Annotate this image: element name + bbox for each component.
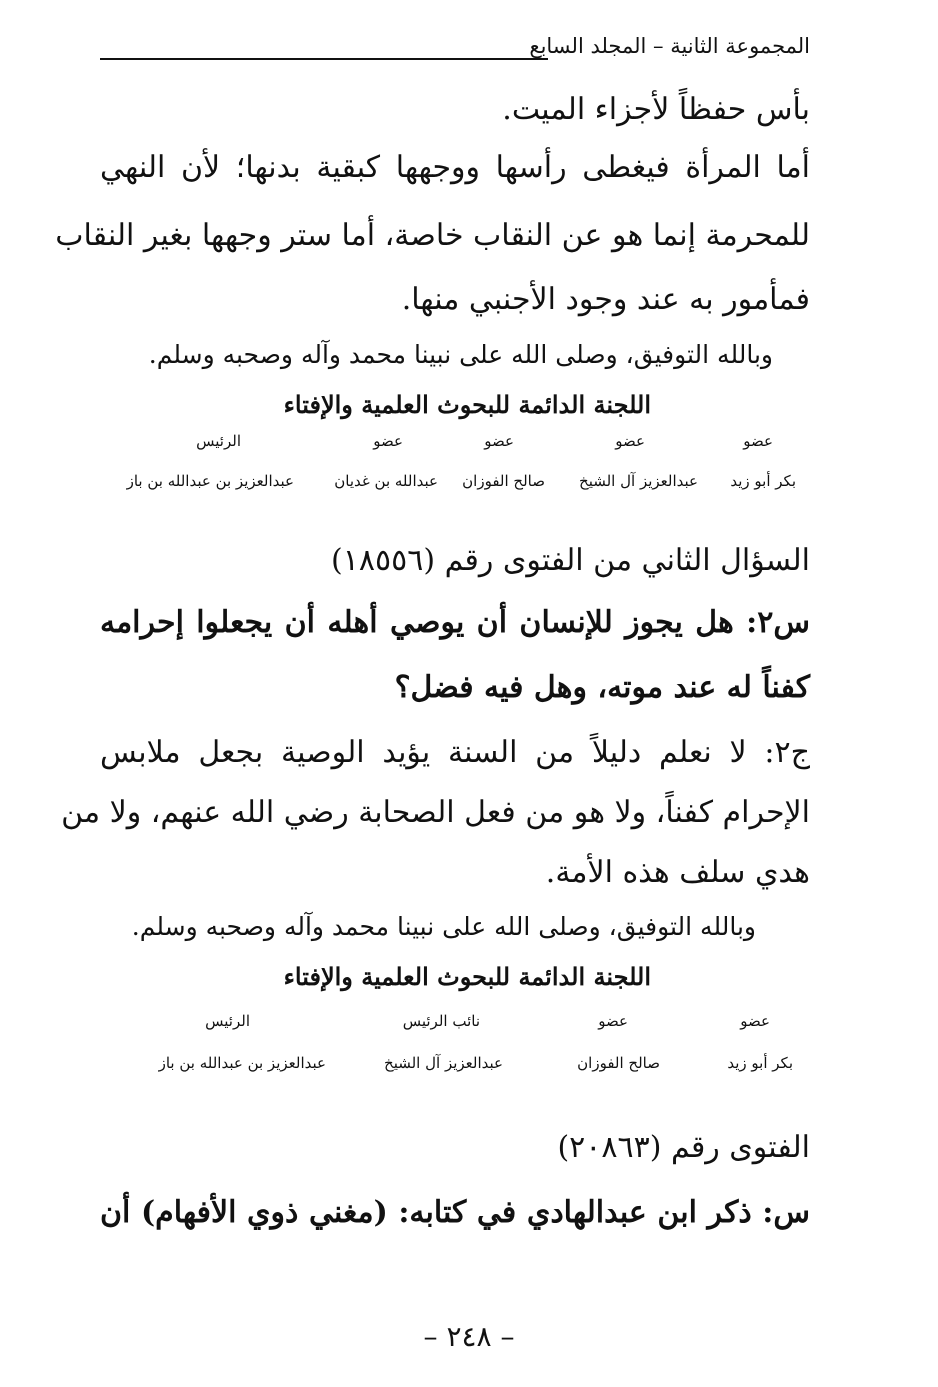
header-rule [100,58,548,60]
answer-line: هدي سلف هذه الأمة. [545,855,810,890]
signatory-name: عبدالله بن غديان [334,472,438,490]
question-line: س: ذكر ابن عبدالهادي في كتابه: (مغني ذوي الأفهام) أن [100,1195,810,1230]
signatory-role: عضو [743,432,773,450]
signatory-role: عضو [484,432,514,450]
paragraph-line: أما المرأة فيغطى رأسها ووجهها كبقية بدنها؛ لأن النهي [100,150,810,185]
paragraph-line: للمحرمة إنما هو عن النقاب خاصة، أما ستر وجهها بغير النقاب [55,218,810,253]
signatory-name: عبدالعزيز بن عبدالله بن باز [126,472,294,490]
fatwa-heading: الفتوى رقم (٢٠٨٦٣) [557,1130,810,1165]
answer-line: الإحرام كفناً، ولا هو من فعل الصحابة رضي الله عنهم، ولا من [61,795,810,830]
question-line: س٢: هل يجوز للإنسان أن يوصي أهله أن يجعلوا إحرامه [100,605,810,640]
running-header: المجموعة الثانية – المجلد السابع [529,34,810,58]
page-number: – ٢٤٨ – [423,1320,515,1353]
question-line: كفناً له عند موته، وهل فيه فضل؟ [394,670,810,705]
signatory-role: الرئيس [196,432,241,450]
signatory-name: عبدالعزيز آل الشيخ [579,472,698,490]
closing-formula: وبالله التوفيق، وصلى الله على نبينا محمد وآله وصحبه وسلم. [148,340,773,369]
paragraph-line: بأس حفظاً لأجزاء الميت. [502,92,810,127]
paragraph-line: فمأمور به عند وجود الأجنبي منها. [401,282,810,317]
answer-line: ج٢: لا نعلم دليلاً من السنة يؤيد الوصية بجعل ملابس [100,735,810,770]
signatory-role: عضو [373,432,403,450]
signatory-role: عضو [598,1012,628,1030]
committee-name: اللجنة الدائمة للبحوث العلمية والإفتاء [283,390,651,419]
signatory-name: عبدالعزيز بن عبدالله بن باز [158,1054,326,1072]
signatory-role: الرئيس [205,1012,250,1030]
committee-name: اللجنة الدائمة للبحوث العلمية والإفتاء [283,962,651,991]
signatory-name: بكر أبو زيد [730,472,796,490]
signatory-name: بكر أبو زيد [727,1054,793,1072]
closing-formula: وبالله التوفيق، وصلى الله على نبينا محمد وآله وصحبه وسلم. [131,912,756,941]
signatory-name: عبدالعزيز آل الشيخ [384,1054,503,1072]
signatory-role: عضو [740,1012,770,1030]
fatwa-heading: السؤال الثاني من الفتوى رقم (١٨٥٥٦) [331,543,810,578]
signatory-name: صالح الفوزان [577,1054,660,1072]
signatory-name: صالح الفوزان [462,472,545,490]
signatory-role: عضو [615,432,645,450]
signatory-role: نائب الرئيس [402,1012,480,1030]
